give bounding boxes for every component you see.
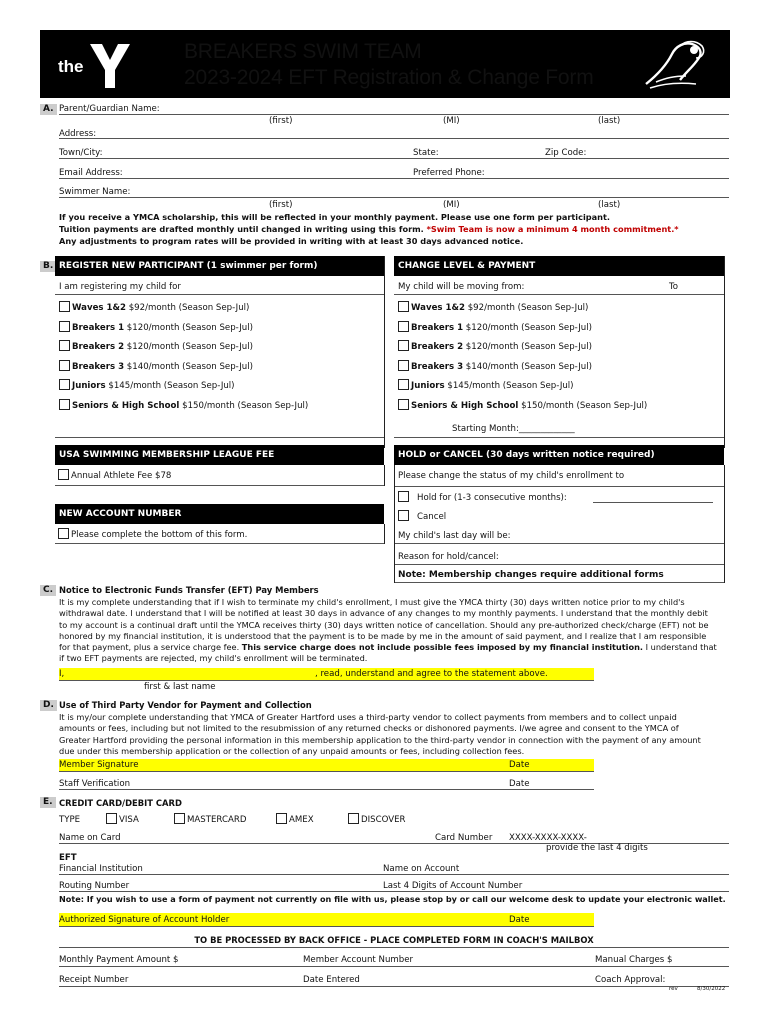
level-name: Seniors & High School — [72, 400, 180, 411]
change-intro-rule — [394, 294, 724, 295]
register-level-option[interactable] — [59, 321, 253, 333]
vendor-line-4: due under this membership application or the collection of any unpaid amounts or fees, including collection fees. — [59, 745, 525, 756]
ymca-y-icon — [90, 44, 130, 88]
section-a-marker: A. — [40, 104, 57, 115]
institution-field[interactable] — [59, 874, 729, 875]
card-title: CREDIT CARD/DEBIT CARD — [59, 798, 182, 808]
mastercard-label: MASTERCARD — [187, 815, 247, 825]
usa-header: USA SWIMMING MEMBERSHIP LEAGUE FEE — [55, 445, 384, 465]
manual-charges-label: Manual Charges $ — [595, 955, 673, 965]
section-c-marker: C. — [40, 585, 56, 596]
eft-notice-line-1: It is my complete understanding that if I wish to terminate my child's enrollment, I must give the YMCA thirty (30) days written notice prior to my child's — [59, 597, 685, 607]
eft-notice-title: Notice to Electronic Funds Transfer (EFT) Pay Members — [59, 585, 319, 595]
change-level-checkbox[interactable] — [398, 379, 409, 390]
level-name: Breakers 1 — [411, 322, 464, 333]
level-name: Juniors — [411, 381, 445, 391]
authorized-date-label: Date — [509, 915, 530, 925]
back-office-row-2[interactable] — [59, 986, 729, 987]
register-level-option[interactable] — [59, 360, 253, 372]
level-price: $120/month (Season Sep-Jul) — [124, 322, 253, 333]
level-name: Breakers 1 — [72, 322, 125, 333]
register-box-bottom — [55, 437, 384, 438]
swimmer-mi-hint: (MI) — [443, 200, 460, 210]
level-price: $120/month (Season Sep-Jul) — [124, 342, 253, 352]
card-type-label: TYPE — [59, 815, 81, 825]
tuition-note: Tuition payments are drafted monthly until changed in writing using this form. *Swim Team is now a minimum 4 month commitment.* — [59, 224, 679, 234]
register-level-checkbox[interactable] — [59, 399, 70, 410]
section-e-marker: E. — [40, 797, 56, 808]
eft-notice-line-2: withdrawal date. I understand that I will be notified at least 30 days in advance of any changes to my monthly payments. I understand that the monthly debit — [59, 608, 708, 619]
state-label: State: — [413, 148, 439, 158]
change-level-option[interactable] — [398, 360, 592, 372]
register-level-checkbox[interactable] — [59, 360, 70, 371]
ymca-logo — [52, 36, 142, 92]
discover-checkbox[interactable] — [348, 813, 359, 824]
usa-fee-option[interactable] — [58, 469, 171, 481]
amex-checkbox[interactable] — [276, 813, 287, 824]
authorized-signature-label: Authorized Signature of Account Holder — [59, 915, 230, 925]
name-on-account-label: Name on Account — [383, 864, 460, 874]
visa-label: VISA — [119, 815, 139, 825]
account-option[interactable] — [58, 528, 247, 540]
hold-box-bottom — [394, 582, 724, 583]
mi-hint: (MI) — [443, 116, 460, 126]
eft-notice-line-6: if two EFT payments are rejected, my child's enrollment will be terminated. — [59, 653, 368, 664]
account-box-right-border — [384, 524, 385, 544]
visa-checkbox[interactable] — [106, 813, 117, 824]
level-name: Breakers 2 — [411, 342, 464, 352]
change-level-option[interactable] — [398, 340, 592, 352]
change-level-checkbox[interactable] — [398, 321, 409, 332]
change-level-option[interactable] — [398, 399, 647, 411]
staff-verification-field[interactable] — [59, 789, 594, 790]
change-level-checkbox[interactable] — [398, 340, 409, 351]
back-office-title: TO BE PROCESSED BY BACK OFFICE - PLACE COMPLETED FORM IN COACH'S MAILBOX — [194, 935, 594, 945]
level-name: Juniors — [72, 381, 106, 391]
usa-fee-label: Annual Athlete Fee $78 — [71, 471, 172, 481]
name-on-card-label: Name on Card — [59, 833, 121, 843]
register-level-option[interactable] — [59, 379, 235, 391]
starting-month[interactable]: Starting Month:_____________ — [452, 424, 575, 434]
member-signature-label: Member Signature — [59, 760, 139, 770]
hold-intro-rule — [394, 486, 724, 487]
revision-date: 8/30/2022 — [697, 986, 726, 992]
receipt-number-label: Receipt Number — [59, 975, 129, 985]
hold-label: Hold for (1-3 consecutive months): — [417, 493, 567, 503]
level-name: Seniors & High School — [411, 400, 519, 411]
wallet-note: Note: If you wish to use a form of payment not currently on file with us, please stop by or call our welcome desk to update your electronic wallet. — [59, 894, 726, 904]
staff-verification-label: Staff Verification — [59, 779, 131, 789]
register-intro: I am registering my child for — [59, 282, 181, 292]
level-name: Breakers 3 — [411, 361, 464, 372]
discover-option[interactable] — [348, 813, 406, 825]
member-account-label: Member Account Number — [303, 955, 414, 965]
change-level-option[interactable] — [398, 379, 574, 391]
logo-the-text: the — [58, 57, 84, 76]
vendor-title: Use of Third Party Vendor for Payment and Collection — [59, 700, 312, 710]
town-field[interactable] — [59, 158, 729, 159]
section-d-marker: D. — [40, 700, 57, 711]
account-last4-label: Last 4 Digits of Account Number — [383, 881, 523, 891]
institution-label: Financial Institution — [59, 864, 143, 874]
account-label: Please complete the bottom of this form. — [71, 530, 248, 540]
hold-note: Note: Membership changes require additional forms — [398, 570, 664, 580]
hold-intro: Please change the status of my child's enrollment to — [398, 471, 625, 481]
register-header: REGISTER NEW PARTICIPANT (1 swimmer per form) — [55, 256, 384, 276]
level-price: $120/month (Season Sep-Jul) — [463, 322, 592, 333]
level-price: $150/month (Season Sep-Jul) — [179, 400, 309, 411]
register-level-option[interactable] — [59, 301, 249, 313]
address-field[interactable] — [59, 138, 729, 139]
register-level-checkbox[interactable] — [59, 340, 70, 351]
swimmer-name-label: Swimmer Name: — [59, 187, 131, 197]
last-day-label: My child's last day will be: — [398, 531, 511, 541]
vendor-line-1: It is my/our complete understanding that YMCA of Greater Hartford uses a third-party vendor to collect payments from members and to collect unpaid — [59, 712, 677, 722]
register-level-checkbox[interactable] — [59, 379, 70, 390]
level-price: $120/month (Season Sep-Jul) — [463, 342, 592, 352]
change-level-option[interactable] — [398, 321, 592, 333]
form-subtitle: 2023-2024 EFT Registration & Change Form — [184, 66, 594, 89]
town-label: Town/City: — [59, 148, 103, 158]
date-entered-label: Date Entered — [303, 975, 360, 985]
cancel-option[interactable] — [398, 510, 446, 522]
level-price: $92/month (Season Sep-Jul) — [125, 303, 250, 313]
register-intro-rule — [55, 294, 384, 295]
rates-note: Any adjustments to program rates will be provided in writing with at least 30 days advanced notice. — [59, 236, 524, 246]
staff-date-label: Date — [509, 779, 530, 789]
change-level-checkbox[interactable] — [398, 301, 409, 312]
usa-box-right-border — [384, 465, 385, 486]
card-mask: XXXX-XXXX-XXXX- — [509, 833, 587, 843]
hold-box-right-border — [724, 465, 725, 583]
hold-option[interactable] — [398, 491, 567, 503]
change-intro: My child will be moving from: — [398, 282, 525, 292]
eft-notice-text — [59, 597, 729, 665]
level-price: $140/month (Season Sep-Jul) — [124, 361, 253, 372]
mastercard-option[interactable] — [174, 813, 246, 825]
swimmer-first-hint: (first) — [269, 200, 293, 210]
change-level-checkbox[interactable] — [398, 399, 409, 410]
eft-notice-line-3: to my account is a continual draft until the YMCA receives thirty (30) days written notice of cancellation. Should any pre-authorized check/charge (EFT) not be — [59, 619, 709, 630]
reason-field[interactable] — [394, 564, 724, 565]
authorized-signature-underline — [59, 926, 594, 927]
account-header: NEW ACCOUNT NUMBER — [55, 504, 384, 524]
scholarship-note: If you receive a YMCA scholarship, this will be reflected in your monthly payment. Please use one form per participant. — [59, 212, 611, 222]
routing-field[interactable] — [59, 891, 729, 892]
change-level-checkbox[interactable] — [398, 360, 409, 371]
level-name: Breakers 3 — [72, 361, 125, 372]
register-box-right-border — [384, 256, 385, 448]
swimmer-last-hint: (last) — [598, 200, 621, 210]
revision-label: rev — [669, 986, 678, 992]
vendor-text — [59, 712, 729, 757]
amex-option[interactable] — [276, 813, 314, 825]
back-office-row-1[interactable] — [59, 966, 729, 967]
member-date-label: Date — [509, 760, 530, 770]
level-price: $92/month (Season Sep-Jul) — [464, 303, 589, 313]
email-label: Email Address: — [59, 168, 123, 178]
change-header: CHANGE LEVEL & PAYMENT — [394, 256, 724, 276]
hold-checkbox[interactable] — [398, 491, 409, 502]
phone-label: Preferred Phone: — [413, 168, 485, 178]
address-label: Address: — [59, 129, 97, 139]
level-price: $145/month (Season Sep-Jul) — [444, 381, 574, 391]
agreement-name-underline — [59, 680, 594, 681]
first-hint: (first) — [269, 116, 293, 126]
mastercard-checkbox[interactable] — [174, 813, 185, 824]
parent-name-label: Parent/Guardian Name: — [59, 104, 160, 114]
eft-notice-line-4: honored by my financial institution, it is understood that the payment is to be made by me in the amount of said payment, and I realize that I am responsible — [59, 630, 707, 641]
last-day-field[interactable] — [394, 543, 724, 544]
register-level-option[interactable] — [59, 340, 253, 352]
register-level-option[interactable] — [59, 399, 308, 411]
cancel-checkbox[interactable] — [398, 510, 409, 521]
agreement-text: , read, understand and agree to the statement above. — [315, 669, 548, 679]
change-level-option[interactable] — [398, 301, 588, 313]
visa-option[interactable] — [106, 813, 139, 825]
back-office-rule — [59, 947, 729, 948]
register-level-checkbox[interactable] — [59, 301, 70, 312]
level-price: $145/month (Season Sep-Jul) — [105, 381, 235, 391]
name-hint: first & last name — [144, 682, 216, 692]
level-name: Waves 1&2 — [411, 303, 465, 313]
discover-label: DISCOVER — [361, 815, 406, 825]
register-level-checkbox[interactable] — [59, 321, 70, 332]
vendor-line-2: amounts or fees, including but not limited to the resubmission of any returned checks or dishonored payments. I/we agree and consent to the YMCA of — [59, 723, 679, 734]
swimmer-name-field[interactable] — [59, 197, 729, 198]
account-checkbox[interactable] — [58, 528, 69, 539]
usa-box-bottom — [55, 485, 384, 486]
level-name: Breakers 2 — [72, 342, 125, 352]
reason-label: Reason for hold/cancel: — [398, 552, 499, 562]
coach-approval-label: Coach Approval: — [595, 975, 666, 985]
eft-notice-line-5: for that payment, plus a service charge fee. This service charge does not include possible fees imposed by my financial institution. I understand that — [59, 642, 717, 653]
change-to: To — [669, 282, 679, 292]
last-4-hint: provide the last 4 digits — [546, 843, 648, 853]
routing-label: Routing Number — [59, 881, 130, 891]
last-hint: (last) — [598, 116, 621, 126]
level-name: Waves 1&2 — [72, 303, 126, 313]
account-box-bottom — [55, 543, 384, 544]
level-price: $140/month (Season Sep-Jul) — [463, 361, 592, 372]
section-b-marker: B. — [40, 261, 56, 272]
cancel-label: Cancel — [417, 512, 447, 522]
parent-name-field[interactable] — [59, 114, 729, 115]
usa-fee-checkbox[interactable] — [58, 469, 69, 480]
hold-header: HOLD or CANCEL (30 days written notice required) — [394, 445, 724, 465]
form-title: BREAKERS SWIM TEAM — [184, 40, 422, 63]
hold-months-field[interactable] — [593, 502, 713, 503]
change-box-bottom — [394, 437, 724, 438]
amex-label: AMEX — [289, 815, 314, 825]
hold-box-left-border — [394, 465, 395, 583]
change-box-right-border — [724, 256, 725, 448]
eft-label: EFT — [59, 853, 77, 863]
monthly-payment-label: Monthly Payment Amount $ — [59, 955, 179, 965]
card-number-label: Card Number — [435, 833, 493, 843]
member-signature-underline — [59, 771, 594, 772]
agreement-i-label: I, — [59, 669, 65, 679]
swimmer-icon — [636, 36, 714, 92]
vendor-line-3: Greater Hartford providing the personal information in this membership application to the third-party vendor in connection with the payment of any amount — [59, 734, 701, 745]
email-field[interactable] — [59, 178, 729, 179]
zip-label: Zip Code: — [545, 148, 587, 158]
level-price: $150/month (Season Sep-Jul) — [518, 400, 648, 411]
